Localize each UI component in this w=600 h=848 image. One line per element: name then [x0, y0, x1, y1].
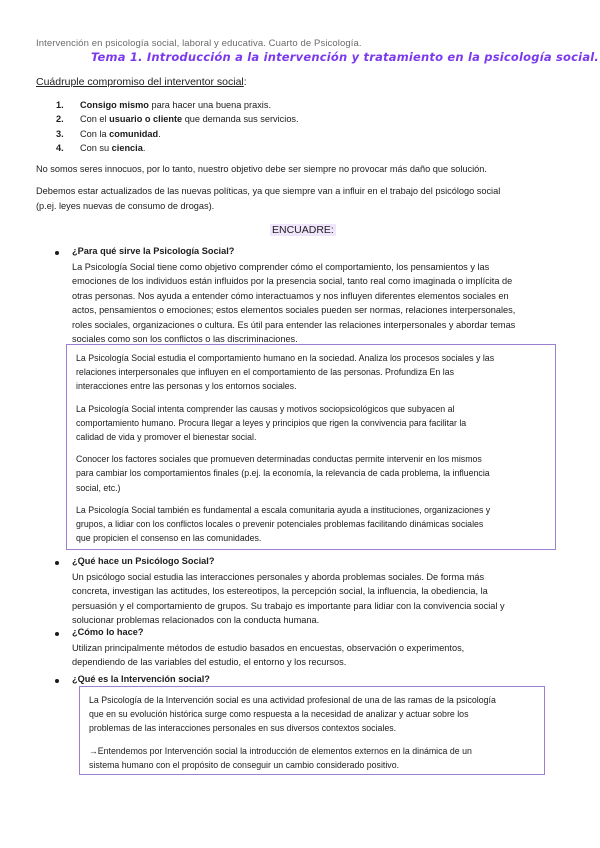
page-title: Tema 1. Introducción a la intervención y tratamiento en la psicología social. — [91, 50, 599, 64]
list-number: 1. — [56, 100, 64, 110]
box-line: para cambiar los comportamientos finales (p.ej. la economía, la relevancia de cada problema, la influencia — [76, 468, 490, 479]
section-subtitle — [36, 76, 247, 88]
question-4: ¿Qué es la Intervención social? — [72, 674, 210, 684]
box-line: sistema humano con el propósito de conseguir un cambio considerado positivo. — [89, 759, 400, 770]
list-bold: ciencia — [111, 142, 143, 153]
answer-line: sociales como son los conflictos o las discriminaciones. — [72, 334, 298, 345]
subtitle-text: Cuádruple compromiso del interventor social — [36, 76, 244, 88]
box-paragraph — [76, 402, 555, 445]
compromisos-list — [56, 98, 299, 155]
answer-line: dependiendo de las variables del estudio, el entorno y los recursos. — [72, 657, 347, 668]
box-line: La Psicología Social estudia el comportamiento humano en la sociedad. Analiza los procesos sociales y las — [76, 353, 495, 363]
info-box-1 — [66, 344, 556, 550]
answer-line: persuasión y el comportamiento de grupos. Su trabajo es importante para lidiar con la convivencia social y — [72, 600, 505, 611]
paragraph-line: Debemos estar actualizados de las nuevas políticas, ya que siempre van a influir en el trabajo del psicólogo social — [36, 186, 501, 196]
bullet-icon — [55, 679, 59, 683]
answer-3 — [72, 641, 562, 670]
list-item — [56, 112, 299, 126]
box-line: social, etc.) — [76, 482, 121, 493]
answer-line: concreta, investigan las actitudes, los estereotipos, la percepción social, la influencia, la obediencia, la — [72, 586, 488, 597]
box-line: La Psicología Social también es fundamental a escala comunitaria ayuda a instituciones, organizaciones y — [76, 504, 491, 515]
box-paragraph — [89, 693, 544, 736]
bullet-icon — [55, 632, 59, 636]
box-line: grupos, a lidiar con los conflictos locales o prevenir potenciales problemas facilitando dinámicas sociales — [76, 519, 484, 530]
list-bold: usuario o cliente — [109, 114, 183, 125]
question-3: ¿Cómo lo hace? — [72, 627, 144, 637]
answer-line: roles sociales, organizaciones o cultura. Es útil para entender las relaciones interpersonales y abordar temas — [72, 319, 516, 330]
page-header: Intervención en psicología social, laboral y educativa. Cuarto de Psicología. — [36, 38, 362, 49]
box-paragraph — [76, 452, 555, 495]
answer-line: Un psicólogo social estudia las interacciones personales y aborda problemas sociales. De forma más — [72, 572, 485, 582]
list-item — [56, 98, 299, 112]
answer-line: solucionar problemas relacionados con la conducta humana. — [72, 615, 320, 626]
box-paragraph — [76, 351, 555, 394]
box-line: Conocer los factores sociales que promueven determinadas conductas permite intervenir en los mismos — [76, 454, 482, 465]
list-bold: Consigo mismo — [80, 100, 149, 110]
info-box-2 — [79, 686, 545, 775]
question-2: ¿Qué hace un Psicólogo Social? — [72, 556, 215, 566]
bullet-icon — [55, 561, 59, 565]
list-number: 2. — [56, 114, 64, 125]
list-text: . — [142, 142, 146, 153]
list-number: 4. — [56, 142, 64, 153]
answer-line: Utilizan principalmente métodos de estudio basados en encuestas, observación o experimentos, — [72, 643, 465, 653]
box-line: que en su evolución histórica surge como respuesta a la necesidad de analizar y actuar sobre los — [89, 709, 469, 720]
list-text: Con la — [80, 128, 110, 139]
answer-line: otras personas. Nos ayuda a entender cómo interactuamos y nos influyen diferentes elementos sociales en — [72, 290, 509, 301]
paragraph-innocuos: No somos seres innocuos, por lo tanto, nuestro objetivo debe ser siempre no provocar más daño que solución. — [36, 164, 487, 174]
encuadre-heading: ENCUADRE: — [272, 224, 334, 236]
list-text: Con su — [80, 142, 112, 153]
answer-line: actos, pensamientos o emociones; estos elementos sociales pueden ser normas, relaciones interpersonales, — [72, 305, 516, 316]
box-line: La Psicología Social intenta comprender las causas y motivos sociopsicológicos que subyacen al — [76, 403, 455, 414]
box-line: La Psicología de la Intervención social es una actividad profesional de una de las ramas de la psicología — [89, 695, 496, 705]
box-line: calidad de vida y promover el bienestar social. — [76, 432, 257, 443]
list-text: Con el — [80, 114, 110, 125]
answer-1 — [72, 260, 562, 346]
box-line: comportamiento humano. Procura llegar a leyes y principios que rigen la convivencia para facilitar la — [76, 417, 467, 428]
answer-line: emociones de los individuos están influidos por la presencia social, tanto real como imaginada o implícita de — [72, 276, 513, 287]
subtitle-colon: : — [243, 76, 247, 88]
box-paragraph — [76, 503, 555, 546]
bullet-icon — [55, 251, 59, 255]
paragraph-line: (p.ej. leyes nuevas de consumo de drogas). — [36, 200, 215, 211]
list-number: 3. — [56, 128, 64, 139]
paragraph-politicas — [36, 184, 566, 213]
box-line: →Entendemos por Intervención social la introducción de elementos externos en la dinámica de un — [89, 745, 472, 756]
list-item — [56, 127, 299, 141]
list-bold: comunidad — [109, 128, 159, 139]
box-line: que propicien el consenso en las comunidades. — [76, 533, 262, 544]
list-item — [56, 141, 299, 155]
answer-2 — [72, 570, 562, 628]
question-1: ¿Para qué sirve la Psicología Social? — [72, 246, 235, 256]
list-text: para hacer una buena praxis. — [148, 100, 271, 110]
box-paragraph — [89, 744, 544, 772]
box-line: relaciones interpersonales que influyen en el comportamiento de las personas. Profundiza En las — [76, 367, 454, 378]
list-text: . — [158, 128, 161, 139]
list-text: que demanda sus servicios. — [182, 114, 299, 125]
box-line: problemas de las interacciones personales en sus diversos contextos sociales. — [89, 723, 397, 734]
box-line: interacciones entre las personas y los entornos sociales. — [76, 381, 297, 392]
answer-line: La Psicología Social tiene como objetivo comprender cómo el comportamiento, los pensamientos y las — [72, 262, 490, 272]
